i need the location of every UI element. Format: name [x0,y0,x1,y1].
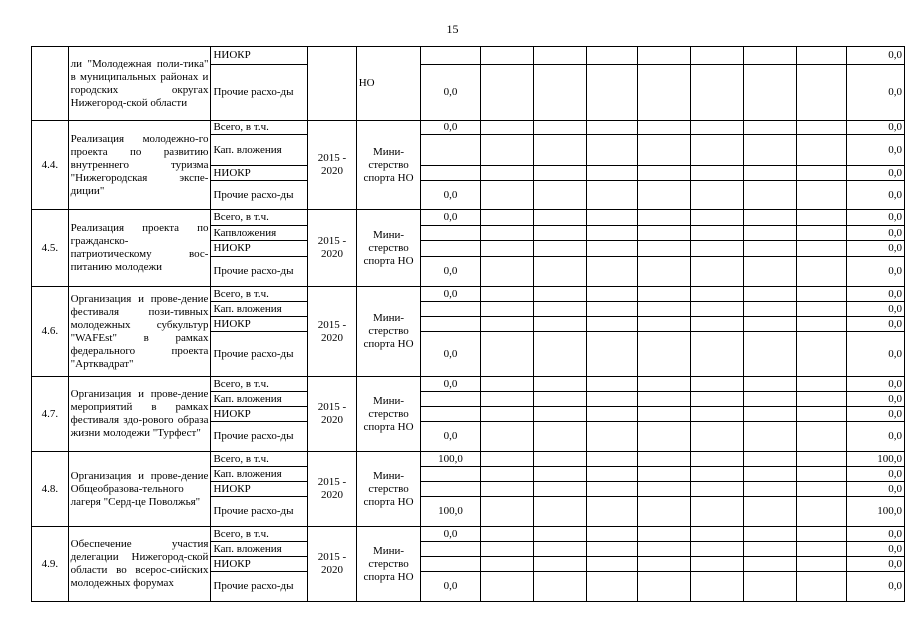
value-cell [690,65,743,121]
value-cell [637,257,690,287]
value-cell [533,47,586,65]
item-number: 4.7. [32,377,69,452]
value-total: 0,0 [421,572,480,602]
value-cell [533,482,586,497]
value-cell [637,542,690,557]
item-description: ли "Молодежная поли-тика" в муниципальных районах и городских округах Нижегород-ской области [68,47,211,121]
value-cell [533,226,586,241]
value-cell [797,407,846,422]
value-cell [586,65,637,121]
value-cell [743,422,797,452]
item-number: 4.9. [32,527,69,602]
value-cell [690,467,743,482]
value-cell [690,287,743,302]
executor: Мини-стерство спорта НО [356,377,421,452]
value-cell [690,332,743,377]
value-cell [586,467,637,482]
value-total [421,392,480,407]
value-cell [533,210,586,226]
value-total [421,482,480,497]
value-cell [797,181,846,210]
value-cell [743,317,797,332]
period-years: 2015 - 2020 [308,210,357,287]
value-final: 0,0 [846,257,904,287]
item-description: Реализация проекта по гражданско-патриотическому вос-питанию молодежи [68,210,211,287]
value-cell [637,377,690,392]
value-cell [586,407,637,422]
value-cell [533,422,586,452]
value-cell [480,392,533,407]
value-total [421,226,480,241]
value-cell [586,572,637,602]
funding-type: Кап. вложения [211,392,308,407]
funding-type: Прочие расхо-ды [211,332,308,377]
value-cell [480,452,533,467]
value-final: 0,0 [846,166,904,181]
value-cell [690,226,743,241]
value-total [421,166,480,181]
table-row [32,47,905,65]
value-total [421,542,480,557]
value-final: 0,0 [846,47,904,65]
value-cell [586,47,637,65]
funding-type: Кап. вложения [211,467,308,482]
value-cell [533,497,586,527]
value-cell [743,542,797,557]
value-cell [690,302,743,317]
value-total: 100,0 [421,497,480,527]
funding-type: НИОКР [211,241,308,257]
value-final: 0,0 [846,377,904,392]
value-cell [637,482,690,497]
value-cell [533,407,586,422]
value-cell [637,181,690,210]
value-final: 0,0 [846,392,904,407]
value-cell [637,572,690,602]
period-years: 2015 - 2020 [308,377,357,452]
funding-type: Прочие расхо-ды [211,257,308,287]
period-years: 2015 - 2020 [308,121,357,210]
value-total: 0,0 [421,210,480,226]
value-cell [637,407,690,422]
value-cell [743,572,797,602]
value-cell [743,467,797,482]
value-cell [480,65,533,121]
value-cell [637,467,690,482]
funding-type: Всего, в т.ч. [211,210,308,226]
value-cell [743,377,797,392]
value-final: 0,0 [846,557,904,572]
value-cell [533,181,586,210]
value-cell [480,377,533,392]
value-cell [586,482,637,497]
value-cell [533,572,586,602]
value-cell [586,332,637,377]
value-cell [690,497,743,527]
value-cell [480,482,533,497]
period-years: 2015 - 2020 [308,452,357,527]
value-cell [637,317,690,332]
value-final: 0,0 [846,135,904,166]
value-cell [480,47,533,65]
funding-type: НИОКР [211,407,308,422]
value-cell [586,542,637,557]
value-final: 0,0 [846,226,904,241]
value-cell [533,557,586,572]
value-cell [690,422,743,452]
value-total: 0,0 [421,257,480,287]
value-cell [480,407,533,422]
value-total: 0,0 [421,181,480,210]
value-cell [586,377,637,392]
value-final: 0,0 [846,65,904,121]
funding-type: Кап. вложения [211,542,308,557]
funding-type: Капвложения [211,226,308,241]
table-row [32,527,905,542]
value-cell [480,527,533,542]
value-total [421,407,480,422]
value-cell [743,557,797,572]
value-total: 0,0 [421,527,480,542]
value-cell [743,497,797,527]
value-cell [533,542,586,557]
value-cell [480,135,533,166]
funding-type: НИОКР [211,557,308,572]
value-cell [797,166,846,181]
value-cell [637,527,690,542]
funding-type: Прочие расхо-ды [211,572,308,602]
executor: Мини-стерство спорта НО [356,210,421,287]
funding-type: Всего, в т.ч. [211,527,308,542]
value-cell [637,452,690,467]
value-cell [743,407,797,422]
value-cell [797,135,846,166]
value-total [421,557,480,572]
funding-type: Всего, в т.ч. [211,452,308,467]
value-cell [690,241,743,257]
funding-type: Всего, в т.ч. [211,287,308,302]
value-cell [743,135,797,166]
value-cell [690,377,743,392]
item-description: Обеспечение участия делегации Нижегород-ской области во всерос-сийских молодежных форумах [68,527,211,602]
value-total: 0,0 [421,332,480,377]
item-number: 4.5. [32,210,69,287]
value-cell [690,317,743,332]
value-cell [797,422,846,452]
executor: Мини-стерство спорта НО [356,121,421,210]
value-cell [480,572,533,602]
value-cell [690,527,743,542]
value-final: 0,0 [846,572,904,602]
value-cell [690,210,743,226]
value-cell [533,452,586,467]
value-cell [637,135,690,166]
value-cell [743,302,797,317]
value-cell [797,467,846,482]
value-cell [797,317,846,332]
value-cell [637,332,690,377]
value-total: 0,0 [421,287,480,302]
executor: Мини-стерство спорта НО [356,452,421,527]
value-cell [480,181,533,210]
value-cell [690,166,743,181]
value-final: 100,0 [846,497,904,527]
value-total [421,467,480,482]
funding-type: НИОКР [211,47,308,65]
value-cell [586,302,637,317]
value-cell [637,47,690,65]
value-cell [797,482,846,497]
value-cell [797,287,846,302]
value-final: 0,0 [846,467,904,482]
value-cell [533,527,586,542]
value-cell [480,210,533,226]
value-cell [533,317,586,332]
value-cell [637,302,690,317]
funding-type: Всего, в т.ч. [211,121,308,135]
value-cell [533,302,586,317]
value-cell [797,392,846,407]
value-final: 0,0 [846,181,904,210]
value-cell [480,257,533,287]
item-description: Организация и прове-дение мероприятий в рамках фестиваля здо-рового образа жизни молодежи "Турфест" [68,377,211,452]
item-number: 4.6. [32,287,69,377]
value-cell [637,65,690,121]
value-cell [480,317,533,332]
value-cell [797,332,846,377]
value-cell [637,241,690,257]
value-cell [586,166,637,181]
value-final: 0,0 [846,422,904,452]
value-cell [480,241,533,257]
value-cell [533,166,586,181]
value-cell [637,121,690,135]
item-description: Организация и прове-дение Общеобразова-тельного лагеря "Серд-це Поволжья" [68,452,211,527]
period-years: 2015 - 2020 [308,527,357,602]
value-cell [797,210,846,226]
value-cell [690,121,743,135]
value-total: 100,0 [421,452,480,467]
value-cell [690,482,743,497]
value-total: 0,0 [421,65,480,121]
value-final: 0,0 [846,407,904,422]
value-cell [586,527,637,542]
value-cell [533,467,586,482]
value-cell [690,392,743,407]
value-cell [797,47,846,65]
value-final: 0,0 [846,210,904,226]
value-cell [743,181,797,210]
table-row [32,121,905,135]
value-cell [586,135,637,166]
value-cell [743,332,797,377]
value-cell [797,121,846,135]
value-cell [480,467,533,482]
value-cell [690,572,743,602]
funding-type: Кап. вложения [211,135,308,166]
value-cell [480,557,533,572]
value-cell [533,121,586,135]
value-cell [690,557,743,572]
item-number: 4.4. [32,121,69,210]
value-cell [586,422,637,452]
table-row [32,287,905,302]
value-cell [743,121,797,135]
value-final: 0,0 [846,121,904,135]
value-cell [797,542,846,557]
funding-type: НИОКР [211,482,308,497]
value-total: 0,0 [421,422,480,452]
value-cell [586,287,637,302]
value-cell [637,226,690,241]
value-total [421,241,480,257]
value-cell [480,166,533,181]
value-cell [480,302,533,317]
value-final: 0,0 [846,542,904,557]
value-cell [637,210,690,226]
value-cell [743,226,797,241]
executor: НО [356,47,421,121]
value-cell [797,557,846,572]
value-total [421,317,480,332]
value-cell [637,392,690,407]
value-cell [743,392,797,407]
funding-type: Прочие расхо-ды [211,497,308,527]
value-cell [533,332,586,377]
value-cell [480,332,533,377]
value-cell [480,497,533,527]
page-number: 15 [446,22,459,36]
value-final: 0,0 [846,482,904,497]
item-description: Реализация молодежно-го проекта по развитию внутреннего туризма "Нижегородская экспе-диции" [68,121,211,210]
value-cell [690,181,743,210]
value-cell [690,47,743,65]
funding-type: НИОКР [211,317,308,332]
value-cell [690,542,743,557]
value-cell [637,497,690,527]
funding-type: НИОКР [211,166,308,181]
value-cell [797,226,846,241]
executor: Мини-стерство спорта НО [356,287,421,377]
value-cell [797,497,846,527]
value-cell [690,135,743,166]
period-years [308,47,357,121]
budget-table [31,46,905,602]
value-cell [743,287,797,302]
value-cell [743,527,797,542]
value-cell [533,135,586,166]
value-cell [533,392,586,407]
value-cell [797,241,846,257]
funding-type: Прочие расхо-ды [211,181,308,210]
value-cell [637,422,690,452]
value-total [421,47,480,65]
value-cell [743,241,797,257]
value-cell [743,452,797,467]
item-description: Организация и прове-дение фестиваля пози-тивных молодежных субкультур "WAFEst" в рамках федерального проекта "Артквадрат" [68,287,211,377]
value-cell [480,287,533,302]
value-cell [743,257,797,287]
funding-type: Прочие расхо-ды [211,422,308,452]
value-cell [533,257,586,287]
value-cell [586,121,637,135]
value-cell [690,452,743,467]
value-cell [586,317,637,332]
value-final: 0,0 [846,287,904,302]
value-cell [743,65,797,121]
value-final: 0,0 [846,317,904,332]
value-cell [586,226,637,241]
value-final: 0,0 [846,302,904,317]
value-total [421,135,480,166]
value-final: 0,0 [846,241,904,257]
table-row [32,377,905,392]
period-years: 2015 - 2020 [308,287,357,377]
value-final: 0,0 [846,527,904,542]
value-cell [797,572,846,602]
value-final: 100,0 [846,452,904,467]
value-cell [480,121,533,135]
value-cell [797,527,846,542]
value-cell [586,452,637,467]
value-cell [690,407,743,422]
value-cell [480,226,533,241]
value-cell [743,47,797,65]
executor: Мини-стерство спорта НО [356,527,421,602]
value-cell [797,452,846,467]
value-cell [586,497,637,527]
value-cell [637,166,690,181]
value-cell [533,287,586,302]
value-cell [586,181,637,210]
value-cell [533,377,586,392]
value-cell [586,557,637,572]
value-cell [480,542,533,557]
value-cell [637,287,690,302]
value-cell [743,482,797,497]
value-cell [797,65,846,121]
value-total [421,302,480,317]
funding-type: Прочие расхо-ды [211,65,308,121]
item-number: 4.8. [32,452,69,527]
value-cell [586,392,637,407]
value-cell [586,241,637,257]
value-cell [586,257,637,287]
value-total: 0,0 [421,121,480,135]
value-cell [480,422,533,452]
budget-table-body [32,47,905,602]
table-row [32,210,905,226]
value-cell [533,241,586,257]
value-cell [743,210,797,226]
value-cell [797,302,846,317]
funding-type: Кап. вложения [211,302,308,317]
item-number [32,47,69,121]
value-cell [586,210,637,226]
value-cell [533,65,586,121]
value-cell [743,166,797,181]
value-total: 0,0 [421,377,480,392]
table-row [32,452,905,467]
value-cell [797,377,846,392]
value-cell [797,257,846,287]
funding-type: Всего, в т.ч. [211,377,308,392]
value-cell [637,557,690,572]
value-final: 0,0 [846,332,904,377]
value-cell [690,257,743,287]
